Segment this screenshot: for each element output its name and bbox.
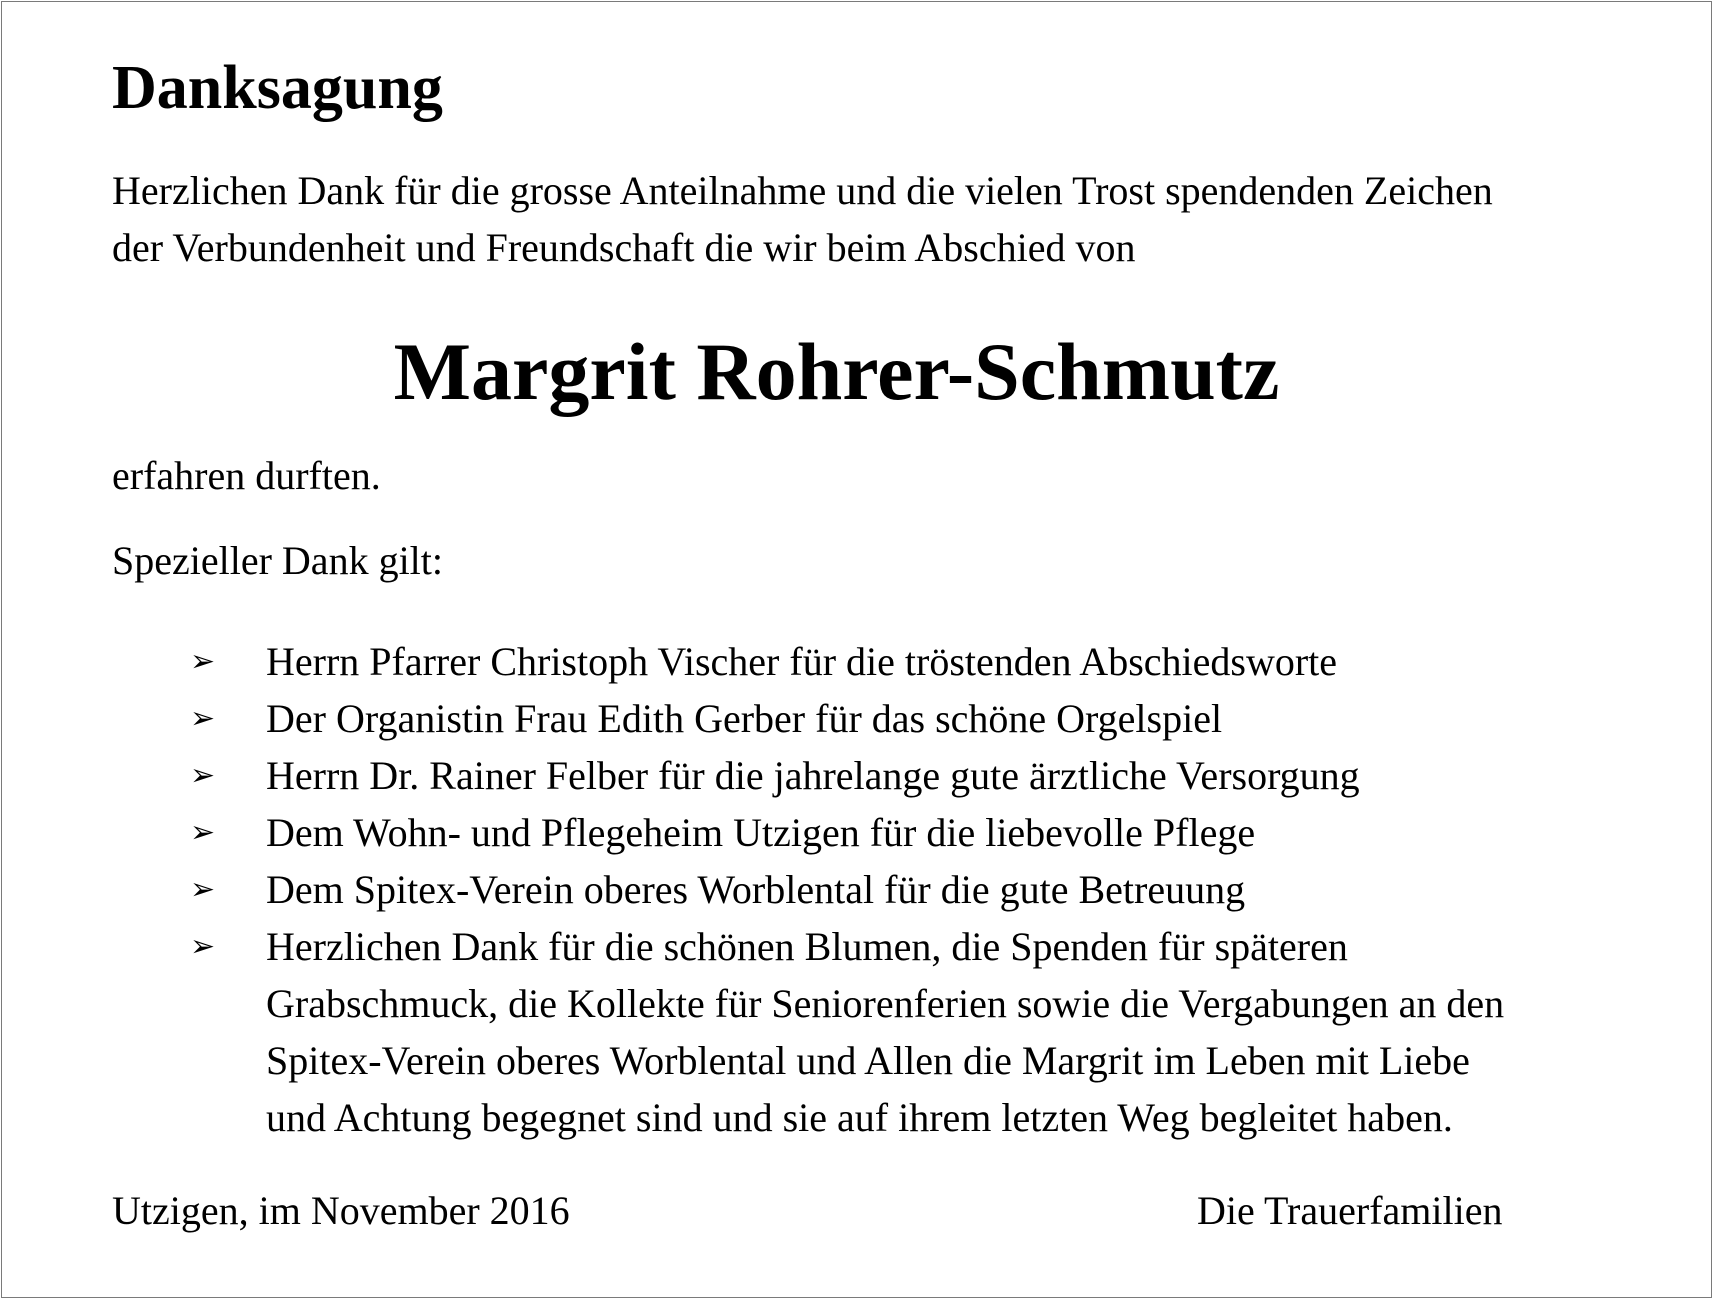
thanks-item-text: und Achtung begegnet sind und sie auf ihrem letzten Weg begleitet haben. [266, 1095, 1453, 1140]
after-name-text: erfahren durften. [112, 453, 381, 498]
thanks-list [0, 633, 1504, 1146]
thanks-item [0, 633, 1504, 690]
arrow-bullet-icon: ➢ [190, 872, 216, 907]
thanks-item-text: Herrn Pfarrer Christoph Vischer für die tröstenden Abschiedsworte [266, 639, 1338, 684]
arrow-bullet-icon: ➢ [190, 815, 216, 850]
thanks-item-text: Grabschmuck, die Kollekte für Seniorenferien sowie die Vergabungen an den [266, 981, 1505, 1026]
deceased-name: Margrit Rohrer-Schmutz [393, 326, 1280, 417]
thanks-item-text: Herrn Dr. Rainer Felber für die jahrelange gute ärztliche Versorgung [266, 753, 1360, 798]
thanks-item-text: Dem Wohn- und Pflegeheim Utzigen für die liebevolle Pflege [266, 810, 1256, 855]
special-thanks-label: Spezieller Dank gilt: [112, 538, 444, 583]
thanks-item [0, 690, 1504, 747]
thanks-item-text: Herzlichen Dank für die schönen Blumen, die Spenden für späteren [266, 924, 1348, 969]
thanks-item-text: Dem Spitex-Verein oberes Worblental für die gute Betreuung [266, 867, 1246, 912]
thanks-item [0, 918, 1504, 1146]
signature: Die Trauerfamilien [1197, 1188, 1503, 1233]
intro-line-2: der Verbundenheit und Freundschaft die wir beim Abschied von [112, 225, 1136, 270]
thanks-item-text: Spitex-Verein oberes Worblental und Allen die Margrit im Leben mit Liebe [266, 1038, 1470, 1083]
thanks-item-text: Der Organistin Frau Edith Gerber für das schöne Orgelspiel [266, 696, 1223, 741]
intro-line-1: Herzlichen Dank für die grosse Anteilnahme und die vielen Trost spendenden Zeichen [112, 168, 1493, 213]
thanks-item [0, 747, 1504, 804]
arrow-bullet-icon: ➢ [190, 701, 216, 736]
arrow-bullet-icon: ➢ [190, 644, 216, 679]
notice-title: Danksagung [112, 54, 443, 122]
arrow-bullet-icon: ➢ [190, 758, 216, 793]
place-date: Utzigen, im November 2016 [112, 1188, 570, 1233]
thanks-item [0, 861, 1504, 918]
thanks-item [0, 804, 1504, 861]
arrow-bullet-icon: ➢ [190, 929, 216, 964]
